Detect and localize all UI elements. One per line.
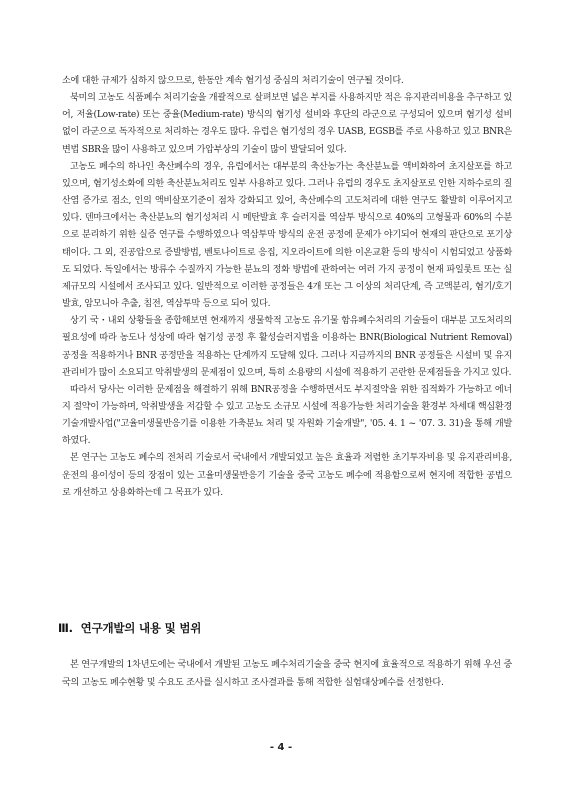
section-body [62, 656, 512, 692]
paragraph: 본 연구는 고농도 폐수의 전처리 기술로서 국내에서 개발되었고 높은 효율과 저렴한 초기투자비용 및 유지관리비용, 운전의 용이성이 등의 장점이 있는 고율미생물반응기 기술을 중국 고농도 폐수에 적용함으로써 현지에 적합한 공법으로 개선하고 상용화하는데 그 목표가 있다. [62, 453, 512, 498]
section-number: Ⅲ. [58, 621, 73, 635]
paragraph: 본 연구개발의 1차년도에는 국내에서 개발된 고농도 폐수처리기술을 중국 현지에 효율적으로 적용하기 위해 우선 중국의 고농도 폐수현황 및 수요도 조사를 실시하고 조사결과를 통해 적합한 실험대상폐수를 선정한다. [62, 660, 512, 689]
paragraph: 북미의 고농도 식품폐수 처리기술을 개괄적으로 살펴보면 넓은 부지를 사용하지만 적은 유지관리비용을 추구하고 있어, 저율(Low-rate) 또는 중율(Medium-rate) 방식의 혐기성 설비와 후단의 라군으로 구성되어 있으며 혐기성 설비 없이 라군으로 독자적으로 처리하는 경우도 많다. 유럽은 혐기성의 경우 UASB, EGSB를 주로 사용하고 있고 BNR은 변법 SBR을 많이 사용하고 있으며 가압부상의 기술이 많이 발달되어 있다. [62, 93, 512, 155]
paragraph: 고농도 폐수의 하나인 축산폐수의 경우, 유럽에서는 대부분의 축산농가는 축산분뇨를 액비화하여 초지살포를 하고 있으며, 혐기성소화에 의한 축산분뇨처리도 일부 사용하고 있다. 그러나 유럽의 경우도 초지살포로 인한 지하수로의 질산염 증가로 점소, 인의 액비살포기준이 점차 강화되고 있어, 축산폐수의 고도처리에 대한 연구도 활발히 이루어지고 있다. 덴마크에서는 축산분뇨의 혐기성처리 시 메탄발효 후 슬러지를 역삼투 방식으로 40%의 고형물과 60%의 수분으로 분리하기 위한 실증 연구를 수행하였으나 역삼투막 방식의 운전 공정에 문제가 야기되어 현재의 판단으로 포기상태이다. 그 외, 진공압으로 증발방법, 벤토나이트로 응집, 지오라이트에 의한 이온교환 등의 방식이 시험되었고 상품화도 되었다. 독일에서는 방류수 수질까지 가능한 분뇨의 정화 방법에 관하여는 여러 가지 공정이 현재 파일롯트 또는 실제규모의 시설에서 조사되고 있다. 일반적으로 이러한 공정들은 4개 또는 그 이상의 처리단계, 즉 고액분리, 혐기/호기 발효, 암모니아 추출, 침전, 역삼투막 등으로 되어 있다. [62, 161, 512, 310]
page-number: - 4 - [269, 742, 293, 753]
paragraph: 상기 국・내외 상황들을 종합해보면 현재까지 생물학적 고농도 유기물 함유폐수처리의 기술들이 대부분 고도처리의 필요성에 따라 농도나 성상에 따라 혐기성 공정 후 활성슬러지법을 이용하는 BNR(Biological Nutrient Removal) 공정을 적용하거나 BNR 공정만을 적용하는 단계까지 도달해 있다. 그러나 지금까지의 BNR 공정들은 시설비 및 유지관리비가 많이 소요되고 악취발생의 문제점이 있으며, 특히 소용량의 시설에 적용하기 곤란한 문제점들을 가지고 있다. [62, 316, 512, 378]
paragraph: 따라서 당사는 이러한 문제점을 해결하기 위해 BNR공정을 수행하면서도 부지절약을 위한 집적화가 가능하고 에너지 절약이 가능하며, 악취발생을 저감할 수 있고 고농도 소규모 시설에 적용가능한 처리기술을 환경부 차세대 핵심환경기술개발사업("고율미생물반응기를 이용한 가축분뇨 처리 및 자원화 기술개발", '05. 4. 1 ~ '07. 3. 31)을 통해 개발하였다. [62, 384, 512, 447]
section-title: 연구개발의 내용 및 범위 [80, 621, 202, 635]
section-heading [58, 620, 518, 636]
paragraph: 소에 대한 규제가 심하지 않으므로, 한동안 계속 혐기성 중심의 처리기술이 연구될 것이다. [62, 76, 404, 86]
body-text [62, 73, 512, 502]
